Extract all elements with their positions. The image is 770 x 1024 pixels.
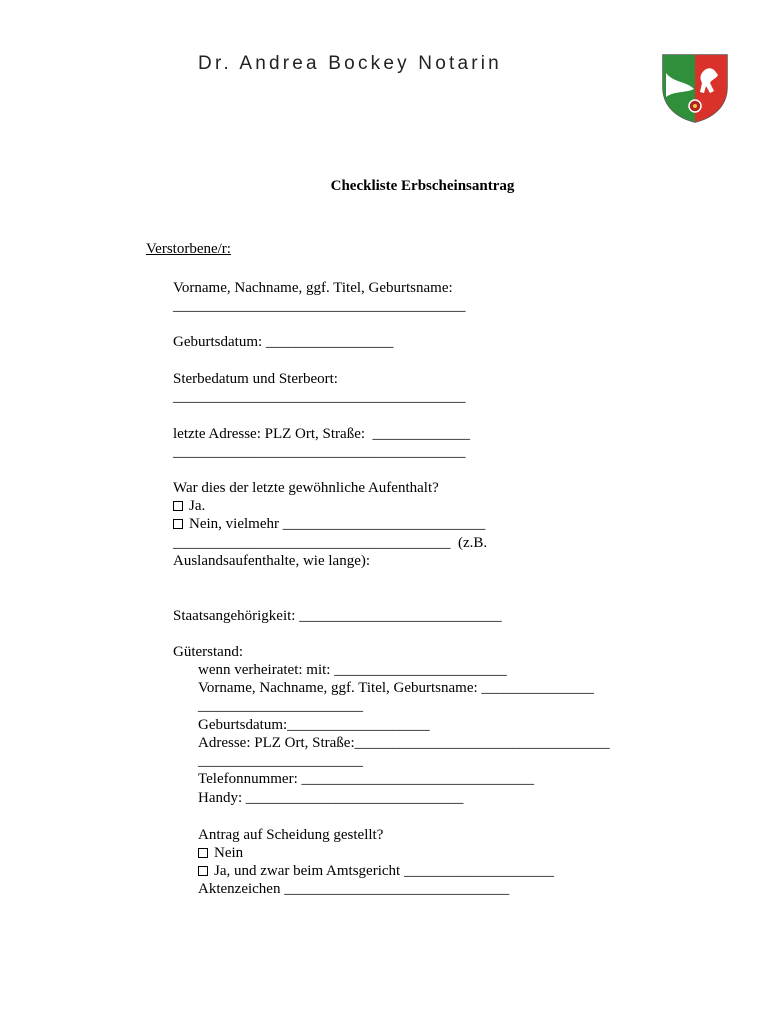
residence-note: Auslandsaufenthalte, wie lange): bbox=[173, 553, 371, 569]
option-label: Nein, vielmehr ___________________________ bbox=[189, 516, 486, 532]
divorce-option-yes bbox=[198, 862, 554, 880]
checkbox-icon bbox=[173, 501, 183, 511]
section-heading: Verstorbene/r: bbox=[146, 241, 231, 257]
spouse-name-line: ______________________ bbox=[198, 698, 363, 714]
residence-question: War dies der letzte gewöhnliche Aufenthalt? bbox=[173, 480, 439, 496]
address-line: _______________________________________ bbox=[173, 444, 466, 460]
notary-header bbox=[0, 53, 770, 75]
option-label: Nein bbox=[214, 845, 244, 861]
nationality-field: Staatsangehörigkeit: ___________________________ bbox=[173, 608, 502, 624]
death-line: _______________________________________ bbox=[173, 389, 466, 405]
phone-field: Telefonnummer: _______________________________ bbox=[198, 771, 534, 787]
spouse-field: wenn verheiratet: mit: _______________________ bbox=[198, 662, 507, 678]
checkbox-icon bbox=[173, 519, 183, 529]
option-label: Ja. bbox=[189, 498, 206, 514]
spouse-address-field: Adresse: PLZ Ort, Straße:__________________________________ bbox=[198, 735, 610, 751]
document-title: Checkliste Erbscheinsantrag bbox=[330, 178, 515, 194]
checkbox-icon bbox=[198, 848, 208, 858]
checkbox-icon bbox=[198, 866, 208, 876]
residence-option-yes bbox=[173, 497, 205, 515]
option-label: Ja, und zwar beim Amtsgericht ____________________ bbox=[214, 863, 554, 879]
birth-date-field: Geburtsdatum: _________________ bbox=[173, 334, 394, 350]
residence-option-no bbox=[173, 515, 485, 533]
divorce-question: Antrag auf Scheidung gestellt? bbox=[198, 827, 384, 843]
mobile-field: Handy: _____________________________ bbox=[198, 790, 464, 806]
residence-line: _____________________________________ (z.B. bbox=[173, 535, 488, 551]
file-number-field: Aktenzeichen ______________________________ bbox=[198, 881, 510, 897]
spouse-birth-field: Geburtsdatum:___________________ bbox=[198, 717, 430, 733]
name-line: _______________________________________ bbox=[173, 298, 466, 314]
nrw-coat-of-arms-icon bbox=[660, 53, 730, 123]
name-label: Vorname, Nachname, ggf. Titel, Geburtsname: bbox=[173, 280, 453, 296]
spouse-address-line: ______________________ bbox=[198, 753, 363, 769]
death-label: Sterbedatum und Sterbeort: bbox=[173, 371, 338, 387]
address-field: letzte Adresse: PLZ Ort, Straße: _____________ bbox=[173, 426, 471, 442]
marital-label: Güterstand: bbox=[173, 644, 243, 660]
spouse-name-field: Vorname, Nachname, ggf. Titel, Geburtsname: _______________ bbox=[198, 680, 594, 696]
notary-name: Dr. Andrea Bockey Notarin bbox=[198, 53, 502, 74]
divorce-option-no bbox=[198, 844, 243, 862]
